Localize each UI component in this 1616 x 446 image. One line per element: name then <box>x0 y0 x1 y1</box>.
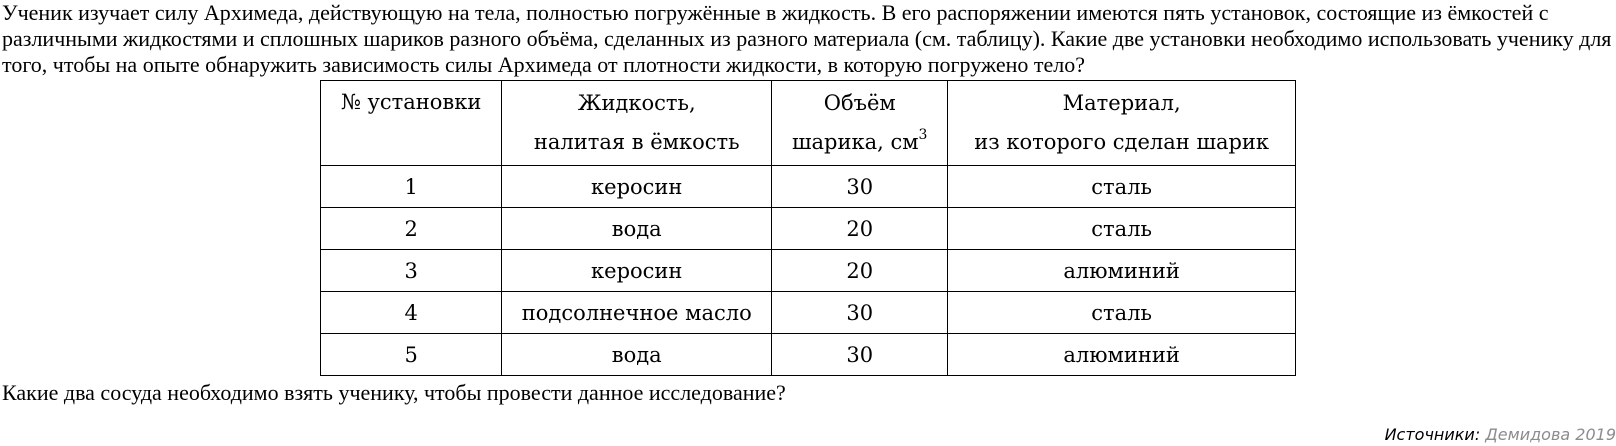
cell-setup-number: 4 <box>321 292 502 334</box>
table-row <box>321 166 1296 208</box>
table-row <box>321 208 1296 250</box>
cell-volume: 20 <box>772 208 948 250</box>
header-setup-number <box>321 81 502 166</box>
header-liquid <box>502 81 772 166</box>
cell-material: сталь <box>948 166 1296 208</box>
cell-setup-number: 1 <box>321 166 502 208</box>
cell-material: сталь <box>948 292 1296 334</box>
header-setup-number-label: № установки <box>340 90 482 114</box>
cell-material: сталь <box>948 208 1296 250</box>
table-header-row <box>321 81 1296 166</box>
cell-volume: 30 <box>772 334 948 376</box>
cell-setup-number: 2 <box>321 208 502 250</box>
cell-material: алюминий <box>948 250 1296 292</box>
header-material-line2: из которого сделан шарик <box>974 130 1270 154</box>
followup-question: Какие два сосуда необходимо взять ученику, чтобы провести данное исследование? <box>2 380 786 405</box>
cell-liquid: керосин <box>502 250 772 292</box>
setups-table-container <box>320 80 1296 376</box>
question-text: Ученик изучает силу Архимеда, действующую на тела, полностью погружённые в жидкость. В его распоряжении имеются пять установок, состоящие из ёмкостей с различными жидкостями и сплошных шариков разного объёма, сделанных из разного материала (см. таблицу). Какие две установки необходимо использовать ученику для того, чтобы на опыте обнаружить зависимость силы Архимеда от плотности жидкости, в которую погружено тело? <box>2 0 1612 77</box>
header-material-line1: Материал, <box>1062 91 1181 115</box>
cell-liquid: вода <box>502 334 772 376</box>
table-row <box>321 334 1296 376</box>
cell-setup-number: 3 <box>321 250 502 292</box>
cell-volume: 30 <box>772 292 948 334</box>
header-material <box>948 81 1296 166</box>
cell-liquid: подсолнечное масло <box>502 292 772 334</box>
header-volume-exponent: 3 <box>918 127 928 143</box>
header-liquid-line1: Жидкость, <box>577 91 696 115</box>
header-volume-line1: Объём <box>823 91 896 115</box>
header-liquid-line2: налитая в ёмкость <box>533 130 740 154</box>
table-row <box>321 250 1296 292</box>
sources-line <box>1385 425 1616 445</box>
cell-setup-number: 5 <box>321 334 502 376</box>
sources-value[interactable]: Демидова 2019 <box>1485 425 1616 444</box>
sources-label: Источники: <box>1384 425 1481 444</box>
table-row <box>321 292 1296 334</box>
cell-volume: 20 <box>772 250 948 292</box>
cell-volume: 30 <box>772 166 948 208</box>
setups-table <box>320 80 1296 376</box>
cell-liquid: керосин <box>502 166 772 208</box>
cell-material: алюминий <box>948 334 1296 376</box>
header-volume-line2: шарика, см <box>791 130 919 154</box>
cell-liquid: вода <box>502 208 772 250</box>
header-volume <box>772 81 948 166</box>
